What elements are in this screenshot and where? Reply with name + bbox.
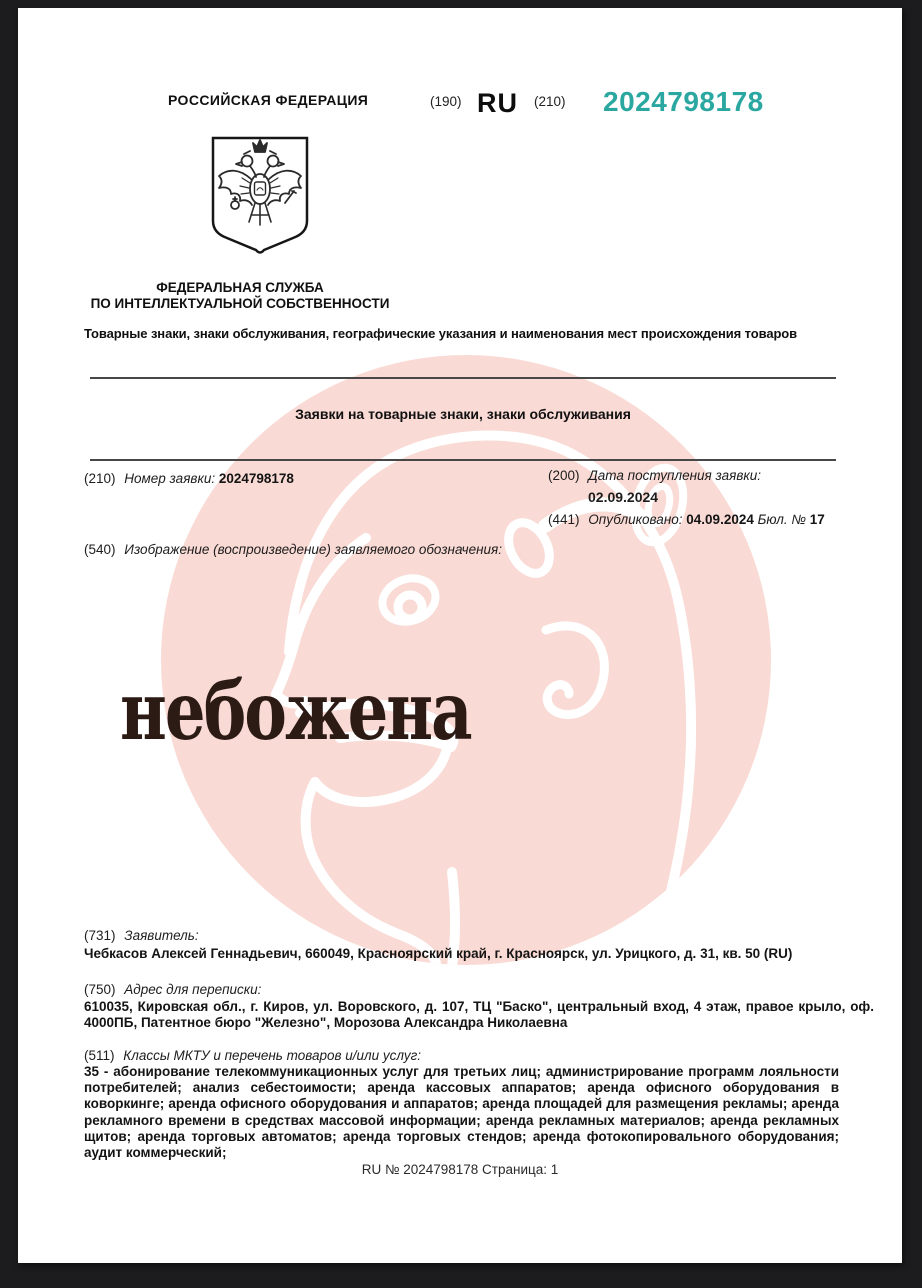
field-731-value: Чебкасов Алексей Геннадьевич, 660049, Красноярский край, г. Красноярск, ул. Урицкого, д. 31, кв. 50 (RU) — [84, 946, 793, 961]
application-number-header: 2024798178 — [603, 86, 764, 117]
field-210-code: (210) — [84, 471, 116, 486]
field-210-value: 2024798178 — [218, 471, 294, 486]
field-750-code: (750) — [84, 982, 116, 997]
field-210-label: Номер заявки: — [124, 471, 216, 486]
country-title: РОССИЙСКАЯ ФЕДЕРАЦИЯ — [168, 92, 369, 108]
inid-code-190: (190) — [430, 94, 462, 109]
field-731-label: Заявитель: — [124, 928, 199, 943]
field-731-code: (731) — [84, 928, 116, 943]
field-540-code: (540) — [84, 542, 116, 557]
field-210 — [84, 470, 294, 487]
coat-of-arms-russia-icon — [206, 133, 314, 259]
field-200 — [548, 467, 761, 484]
field-441-value: 04.09.2024 — [686, 512, 754, 527]
field-441-bulletin-value: 17 — [809, 512, 825, 527]
field-731 — [84, 927, 199, 944]
field-511 — [84, 1047, 421, 1064]
divider-fields — [90, 459, 836, 461]
field-200-code: (200) — [548, 468, 580, 483]
country-code: RU — [477, 88, 518, 118]
field-750-value: 610035, Кировская обл., г. Киров, ул. Воровского, д. 107, ТЦ "Баско", центральный вход, 4 этаж, правое крыло, оф. 4000ПБ, Патентное бюро "Железно", Морозова Александра Николаевна — [84, 999, 874, 1031]
field-511-label: Классы МКТУ и перечень товаров и/или услуг: — [123, 1048, 422, 1063]
field-441-label: Опубликовано: — [588, 512, 683, 527]
field-441 — [548, 511, 825, 528]
section-subtitle: Заявки на товарные знаки, знаки обслуживания — [295, 406, 631, 422]
field-511-value: 35 - абонирование телекоммуникационных услуг для третьих лиц; администрирование программ лояльности потребителей; анализ себестоимости; аренда кассовых аппаратов; аренда офисного оборудования в коворкинге; аренда офисного оборудования и аппаратов; аренда площадей для размещения рекламы; аренда рекламного времени в средствах массовой информации; аренда рекламных материалов; аренда рекламных щитов; аренда торговых автоматов; аренда торговых стендов; аренда фотокопировального оборудования; аудит коммерческий; — [84, 1064, 839, 1161]
field-441-bulletin-label: Бюл. № — [757, 512, 807, 527]
field-511-code: (511) — [84, 1048, 115, 1063]
trademark-wordmark: небожена — [120, 664, 471, 759]
field-540 — [84, 541, 502, 558]
agency-name-line2: ПО ИНТЕЛЛЕКТУАЛЬНОЙ СОБСТВЕННОСТИ — [90, 296, 390, 311]
field-200-value: 02.09.2024 — [588, 489, 659, 505]
inid-code-210: (210) — [534, 94, 566, 109]
field-540-label: Изображение (воспроизведение) заявляемого обозначения: — [124, 542, 502, 557]
divider-top — [90, 377, 836, 379]
field-441-code: (441) — [548, 512, 580, 527]
agency-name-line1: ФЕДЕРАЛЬНАЯ СЛУЖБА — [156, 280, 324, 295]
field-750 — [84, 981, 261, 998]
document-category-line: Товарные знаки, знаки обслуживания, географические указания и наименования мест происхождения товаров — [84, 326, 798, 341]
document-page — [18, 8, 902, 1263]
page-footer: RU № 2024798178 Страница: 1 — [361, 1162, 559, 1177]
field-750-label: Адрес для переписки: — [124, 982, 262, 997]
field-200-label: Дата поступления заявки: — [588, 468, 762, 483]
